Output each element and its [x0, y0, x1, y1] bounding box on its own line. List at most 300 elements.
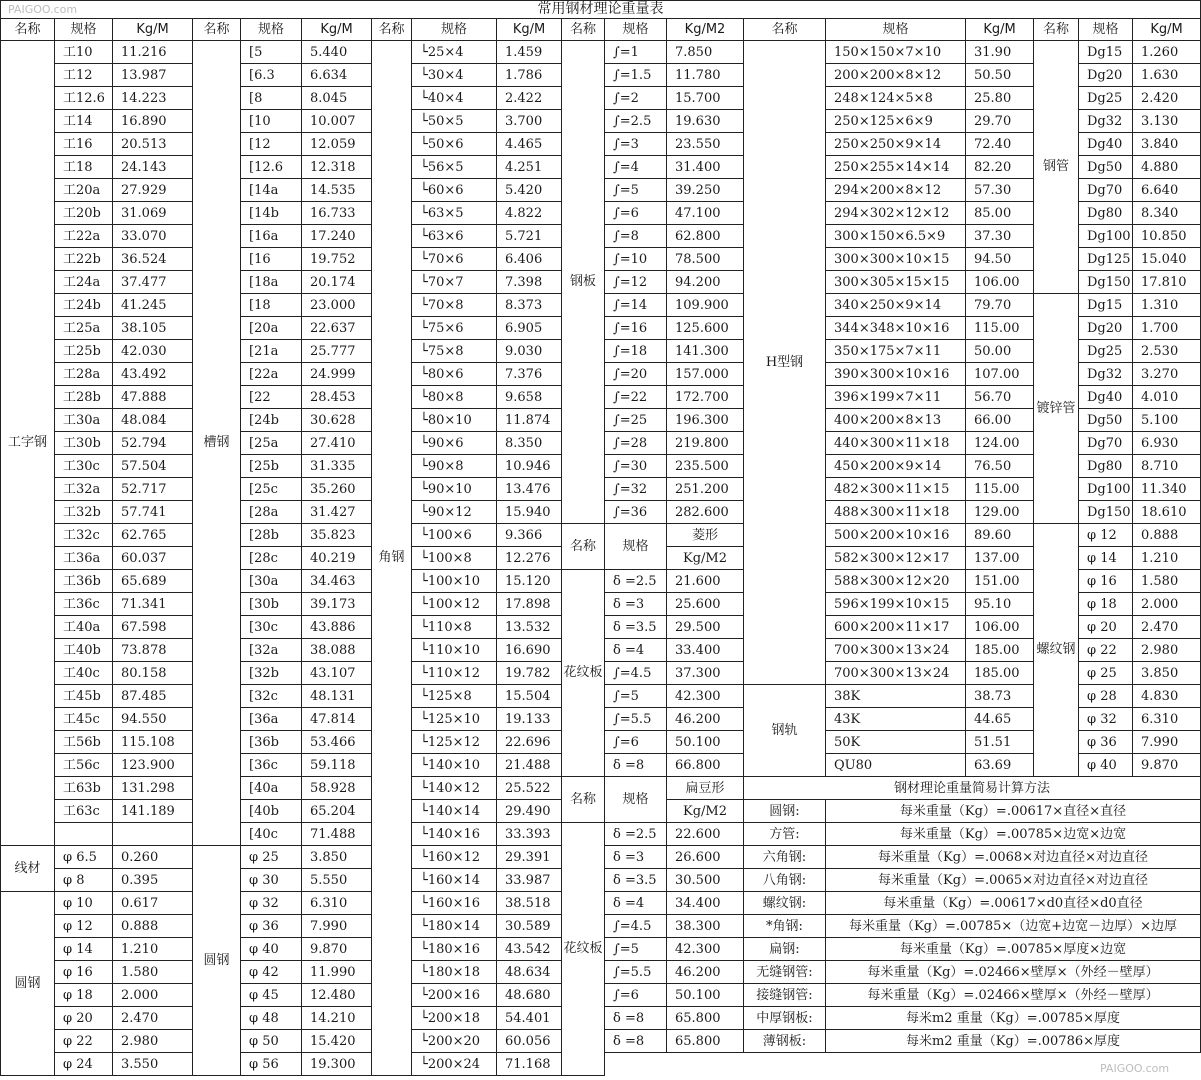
i-beam-weight: 16.890: [113, 110, 193, 133]
checker-plate-weight: 33.400: [667, 639, 744, 662]
h-beam-weight: 25.80: [966, 87, 1034, 110]
round-steel-weight: 14.210: [302, 1007, 372, 1030]
checker-plate-spec: ∫=6: [605, 984, 667, 1007]
i-beam-weight: 41.245: [113, 294, 193, 317]
i-beam-spec: 工22a: [55, 225, 113, 248]
angle-spec: └140×12: [412, 777, 497, 800]
channel-weight: 17.240: [302, 225, 372, 248]
steel-plate-weight: 219.800: [667, 432, 744, 455]
channel-weight: 48.131: [302, 685, 372, 708]
angle-weight: 15.940: [497, 501, 562, 524]
steel-pipe-spec: Dg50: [1079, 156, 1133, 179]
column-header-spec: 规格: [1079, 19, 1133, 41]
channel-spec: [30c: [241, 616, 302, 639]
rebar-spec: φ 25: [1079, 662, 1133, 685]
steel-plate-weight: 31.400: [667, 156, 744, 179]
checker-plate-weight: 22.600: [667, 823, 744, 846]
i-beam-spec: 工40b: [55, 639, 113, 662]
steel-pipe-weight: 17.810: [1133, 271, 1201, 294]
h-beam-weight: 31.90: [966, 41, 1034, 64]
steel-plate-spec: ∫=1.5: [605, 64, 667, 87]
galvanized-pipe-spec: Dg50: [1079, 409, 1133, 432]
rebar-weight: 6.310: [1133, 708, 1201, 731]
channel-weight: 53.466: [302, 731, 372, 754]
angle-weight: 3.700: [497, 110, 562, 133]
channel-weight: 65.204: [302, 800, 372, 823]
channel-spec: [12: [241, 133, 302, 156]
i-beam-weight: 13.987: [113, 64, 193, 87]
round-steel-spec: φ 10: [55, 892, 113, 915]
angle-weight: 8.350: [497, 432, 562, 455]
channel-spec: [36c: [241, 754, 302, 777]
rebar-spec: φ 22: [1079, 639, 1133, 662]
checker-plate-spec: δ =3.5: [605, 616, 667, 639]
angle-spec: └110×8: [412, 616, 497, 639]
angle-spec: └60×6: [412, 179, 497, 202]
i-beam-weight: 141.189: [113, 800, 193, 823]
steel-pipe-spec: Dg15: [1079, 41, 1133, 64]
galvanized-pipe-weight: 1.310: [1133, 294, 1201, 317]
i-beam-spec: 工22b: [55, 248, 113, 271]
i-beam-spec: 工24a: [55, 271, 113, 294]
checker-plate-spec: ∫=4.5: [605, 915, 667, 938]
angle-spec: └125×12: [412, 731, 497, 754]
column-header-name: 名称: [0, 19, 55, 41]
channel-spec: [14b: [241, 202, 302, 225]
i-beam-weight: 94.550: [113, 708, 193, 731]
channel-weight: 16.733: [302, 202, 372, 225]
channel-spec: [36a: [241, 708, 302, 731]
steel-plate-weight: 7.850: [667, 41, 744, 64]
i-beam-weight: 52.717: [113, 478, 193, 501]
checker-plate-weight: 65.800: [667, 1007, 744, 1030]
angle-spec: └40×4: [412, 87, 497, 110]
channel-spec: [16a: [241, 225, 302, 248]
angle-spec: └90×8: [412, 455, 497, 478]
checker-plate-spec: ∫=5.5: [605, 961, 667, 984]
group-name-round-steel-2: 圆钢: [193, 846, 241, 1076]
angle-weight: 1.459: [497, 41, 562, 64]
angle-spec: └160×14: [412, 869, 497, 892]
steel-pipe-weight: 1.260: [1133, 41, 1201, 64]
round-steel-weight: 2.000: [113, 984, 193, 1007]
group-name-channel: 槽钢: [193, 41, 241, 846]
channel-weight: 20.174: [302, 271, 372, 294]
group-name-i-beam: 工字钢: [0, 41, 55, 846]
formula-text: 每米重量（Kg）=.02466×壁厚×（外经－壁厚）: [826, 961, 1201, 984]
round-steel-weight: 12.480: [302, 984, 372, 1007]
i-beam-weight: 31.069: [113, 202, 193, 225]
steel-pipe-weight: 6.640: [1133, 179, 1201, 202]
channel-spec: [30b: [241, 593, 302, 616]
i-beam-weight: 33.070: [113, 225, 193, 248]
i-beam-weight: 80.158: [113, 662, 193, 685]
h-beam-weight: 94.50: [966, 248, 1034, 271]
h-beam-weight: 79.70: [966, 294, 1034, 317]
steel-plate-weight: 125.600: [667, 317, 744, 340]
round-steel-weight: 19.300: [302, 1053, 372, 1076]
angle-weight: 6.406: [497, 248, 562, 271]
steel-plate-weight: 62.800: [667, 225, 744, 248]
angle-spec: └200×16: [412, 984, 497, 1007]
channel-weight: 38.088: [302, 639, 372, 662]
angle-spec: └90×12: [412, 501, 497, 524]
h-beam-spec: 700×300×13×24: [826, 639, 966, 662]
angle-spec: └180×18: [412, 961, 497, 984]
channel-weight: 59.118: [302, 754, 372, 777]
angle-weight: 16.690: [497, 639, 562, 662]
formula-text: 每米重量（Kg）=.00785×边宽×边宽: [826, 823, 1201, 846]
steel-plate-weight: 196.300: [667, 409, 744, 432]
angle-spec: └63×5: [412, 202, 497, 225]
channel-spec: [30a: [241, 570, 302, 593]
i-beam-weight: 57.504: [113, 455, 193, 478]
angle-weight: 21.488: [497, 754, 562, 777]
steel-plate-weight: 19.630: [667, 110, 744, 133]
group-name-galvanized-pipe: 镀锌管: [1034, 294, 1079, 524]
i-beam-weight: 37.477: [113, 271, 193, 294]
i-beam-spec: 工30c: [55, 455, 113, 478]
channel-weight: 40.219: [302, 547, 372, 570]
checker-plate-spec: δ =4: [605, 892, 667, 915]
column-header-name: 名称: [372, 19, 412, 41]
i-beam-weight: 57.741: [113, 501, 193, 524]
i-beam-spec: 工12.6: [55, 87, 113, 110]
h-beam-weight: 50.00: [966, 340, 1034, 363]
h-beam-weight: 124.00: [966, 432, 1034, 455]
channel-spec: [18a: [241, 271, 302, 294]
i-beam-spec: 工63b: [55, 777, 113, 800]
channel-spec: [16: [241, 248, 302, 271]
checker-plate-spec: δ =2.5: [605, 570, 667, 593]
angle-spec: └110×10: [412, 639, 497, 662]
wire-weight: 0.395: [113, 869, 193, 892]
h-beam-spec: 150×150×7×10: [826, 41, 966, 64]
channel-weight: 35.823: [302, 524, 372, 547]
round-steel-spec: φ 42: [241, 961, 302, 984]
i-beam-weight: 87.485: [113, 685, 193, 708]
formula-label: 八角钢:: [744, 869, 826, 892]
formula-text: 每米重量（Kg）=.00617×直径×直径: [826, 800, 1201, 823]
steel-plate-weight: 94.200: [667, 271, 744, 294]
h-beam-weight: 72.40: [966, 133, 1034, 156]
checker-plate-weight: 50.100: [667, 984, 744, 1007]
galvanized-pipe-spec: Dg20: [1079, 317, 1133, 340]
wire-spec: φ 8: [55, 869, 113, 892]
h-beam-weight: 107.00: [966, 363, 1034, 386]
angle-weight: 17.898: [497, 593, 562, 616]
steel-plate-spec: ∫=2: [605, 87, 667, 110]
checker-plate-weight: 38.300: [667, 915, 744, 938]
channel-weight: 22.637: [302, 317, 372, 340]
steel-plate-spec: ∫=20: [605, 363, 667, 386]
checker-plate-spec: δ =4: [605, 639, 667, 662]
h-beam-weight: 106.00: [966, 616, 1034, 639]
h-beam-weight: 66.00: [966, 409, 1034, 432]
angle-weight: 22.696: [497, 731, 562, 754]
i-beam-spec: 工14: [55, 110, 113, 133]
angle-spec: └75×8: [412, 340, 497, 363]
angle-spec: └110×12: [412, 662, 497, 685]
formula-text: 每米重量（Kg）=.00785×（边宽+边宽－边厚）×边厚: [826, 915, 1201, 938]
angle-spec: └80×8: [412, 386, 497, 409]
i-beam-spec: 工10: [55, 41, 113, 64]
checker-header-name-2: 名称: [562, 777, 605, 823]
h-beam-weight: 89.60: [966, 524, 1034, 547]
h-beam-weight: 151.00: [966, 570, 1034, 593]
angle-spec: └125×10: [412, 708, 497, 731]
i-beam-weight: 38.105: [113, 317, 193, 340]
column-header-spec: 规格: [412, 19, 497, 41]
steel-plate-spec: ∫=4: [605, 156, 667, 179]
h-beam-spec: 450×200×9×14: [826, 455, 966, 478]
channel-spec: [10: [241, 110, 302, 133]
column-header-spec: 规格: [826, 19, 966, 41]
group-name-rebar: 螺纹钢: [1034, 524, 1079, 777]
column-header-spec: 规格: [605, 19, 667, 41]
i-beam-weight: [113, 823, 193, 846]
checker-plate-spec: ∫=5: [605, 938, 667, 961]
channel-weight: 47.814: [302, 708, 372, 731]
formula-text: 每米重量（Kg）=.0068×对边直径×对边直径: [826, 846, 1201, 869]
angle-weight: 54.401: [497, 1007, 562, 1030]
channel-weight: 43.107: [302, 662, 372, 685]
angle-weight: 12.276: [497, 547, 562, 570]
i-beam-spec: 工12: [55, 64, 113, 87]
steel-pipe-weight: 2.420: [1133, 87, 1201, 110]
rebar-spec: φ 14: [1079, 547, 1133, 570]
i-beam-weight: 11.216: [113, 41, 193, 64]
group-name-steel-plate: 钢板: [562, 41, 605, 524]
angle-weight: 5.420: [497, 179, 562, 202]
h-beam-weight: 185.00: [966, 639, 1034, 662]
group-name-angle: 角钢: [372, 41, 412, 1076]
i-beam-weight: 65.689: [113, 570, 193, 593]
angle-spec: └70×8: [412, 294, 497, 317]
column-header-name: 名称: [744, 19, 826, 41]
formula-title: 钢材理论重量简易计算方法: [744, 777, 1201, 800]
angle-spec: └200×20: [412, 1030, 497, 1053]
rebar-spec: φ 18: [1079, 593, 1133, 616]
round-steel-weight: 3.850: [302, 846, 372, 869]
angle-weight: 19.782: [497, 662, 562, 685]
angle-weight: 11.874: [497, 409, 562, 432]
h-beam-weight: 137.00: [966, 547, 1034, 570]
channel-spec: [28b: [241, 524, 302, 547]
formula-label: 六角钢:: [744, 846, 826, 869]
h-beam-spec: 300×150×6.5×9: [826, 225, 966, 248]
rebar-spec: φ 28: [1079, 685, 1133, 708]
checker-plate-weight: 30.500: [667, 869, 744, 892]
h-beam-weight: 29.70: [966, 110, 1034, 133]
checker-plate-weight: 50.100: [667, 731, 744, 754]
steel-plate-spec: ∫=12: [605, 271, 667, 294]
checker-header-unit-2: Kg/M2: [667, 800, 744, 823]
i-beam-weight: 62.765: [113, 524, 193, 547]
rail-spec: QU80: [826, 754, 966, 777]
h-beam-spec: 600×200×11×17: [826, 616, 966, 639]
column-header-name: 名称: [562, 19, 605, 41]
checker-plate-weight: 46.200: [667, 961, 744, 984]
i-beam-weight: 52.794: [113, 432, 193, 455]
round-steel-weight: 1.580: [113, 961, 193, 984]
galvanized-pipe-weight: 4.010: [1133, 386, 1201, 409]
channel-spec: [8: [241, 87, 302, 110]
steel-plate-weight: 235.500: [667, 455, 744, 478]
i-beam-spec: 工36a: [55, 547, 113, 570]
channel-weight: 6.634: [302, 64, 372, 87]
watermark: PAIGOO.com: [1100, 1062, 1170, 1075]
angle-spec: └70×6: [412, 248, 497, 271]
rebar-weight: 9.870: [1133, 754, 1201, 777]
h-beam-spec: 396×199×7×11: [826, 386, 966, 409]
angle-weight: 13.476: [497, 478, 562, 501]
channel-weight: 23.000: [302, 294, 372, 317]
channel-weight: 27.410: [302, 432, 372, 455]
channel-spec: [40a: [241, 777, 302, 800]
channel-spec: [25c: [241, 478, 302, 501]
round-steel-spec: φ 32: [241, 892, 302, 915]
column-header-name: 名称: [193, 19, 241, 41]
channel-spec: [5: [241, 41, 302, 64]
angle-weight: 7.398: [497, 271, 562, 294]
channel-spec: [14a: [241, 179, 302, 202]
angle-spec: └90×6: [412, 432, 497, 455]
angle-weight: 7.376: [497, 363, 562, 386]
steel-plate-weight: 172.700: [667, 386, 744, 409]
formula-text: 每米重量（Kg）=.00785×厚度×边宽: [826, 938, 1201, 961]
i-beam-weight: 14.223: [113, 87, 193, 110]
i-beam-spec: 工45c: [55, 708, 113, 731]
h-beam-spec: 250×255×14×14: [826, 156, 966, 179]
channel-spec: [24b: [241, 409, 302, 432]
angle-spec: └100×6: [412, 524, 497, 547]
i-beam-spec: 工25b: [55, 340, 113, 363]
galvanized-pipe-spec: Dg150: [1079, 501, 1133, 524]
checker-plate-spec: δ =8: [605, 1007, 667, 1030]
steel-pipe-spec: Dg125: [1079, 248, 1133, 271]
angle-weight: 15.504: [497, 685, 562, 708]
column-header-kgm: Kg/M: [497, 19, 562, 41]
steel-plate-spec: ∫=18: [605, 340, 667, 363]
steel-plate-spec: ∫=22: [605, 386, 667, 409]
rail-weight: 63.69: [966, 754, 1034, 777]
channel-spec: [40b: [241, 800, 302, 823]
angle-weight: 15.120: [497, 570, 562, 593]
steel-plate-spec: ∫=32: [605, 478, 667, 501]
angle-weight: 4.251: [497, 156, 562, 179]
formula-label: 螺纹钢:: [744, 892, 826, 915]
checker-header-spec: 规格: [605, 524, 667, 570]
i-beam-weight: 36.524: [113, 248, 193, 271]
rebar-weight: 7.990: [1133, 731, 1201, 754]
rebar-spec: φ 12: [1079, 524, 1133, 547]
checker-plate-weight: 34.400: [667, 892, 744, 915]
round-steel-spec: φ 22: [55, 1030, 113, 1053]
rail-spec: 50K: [826, 731, 966, 754]
steel-pipe-weight: 3.130: [1133, 110, 1201, 133]
i-beam-spec: 工40c: [55, 662, 113, 685]
i-beam-spec: 工20a: [55, 179, 113, 202]
column-header-kgm: Kg/M: [966, 19, 1034, 41]
rebar-spec: φ 32: [1079, 708, 1133, 731]
channel-weight: 39.173: [302, 593, 372, 616]
checker-plate-weight: 21.600: [667, 570, 744, 593]
rail-spec: 38K: [826, 685, 966, 708]
wire-weight: 0.260: [113, 846, 193, 869]
checker-plate-spec: δ =2.5: [605, 823, 667, 846]
galvanized-pipe-spec: Dg25: [1079, 340, 1133, 363]
steel-pipe-spec: Dg20: [1079, 64, 1133, 87]
channel-weight: 14.535: [302, 179, 372, 202]
galvanized-pipe-weight: 1.700: [1133, 317, 1201, 340]
channel-weight: 43.886: [302, 616, 372, 639]
i-beam-weight: 48.084: [113, 409, 193, 432]
channel-weight: 34.463: [302, 570, 372, 593]
round-steel-weight: 9.870: [302, 938, 372, 961]
round-steel-spec: φ 50: [241, 1030, 302, 1053]
checker-plate-spec: δ =3: [605, 593, 667, 616]
h-beam-weight: 56.70: [966, 386, 1034, 409]
angle-spec: └200×24: [412, 1053, 497, 1076]
column-header-kgm: Kg/M: [302, 19, 372, 41]
steel-pipe-weight: 3.840: [1133, 133, 1201, 156]
angle-spec: └180×14: [412, 915, 497, 938]
h-beam-spec: 390×300×10×16: [826, 363, 966, 386]
i-beam-spec: 工36c: [55, 593, 113, 616]
round-steel-spec: φ 48: [241, 1007, 302, 1030]
angle-weight: 60.056: [497, 1030, 562, 1053]
channel-weight: 35.260: [302, 478, 372, 501]
channel-spec: [28a: [241, 501, 302, 524]
round-steel-spec: φ 45: [241, 984, 302, 1007]
formula-text: 每米重量（Kg）=.02466×壁厚×（外经－壁厚）: [826, 984, 1201, 1007]
group-name-steel-pipe: 钢管: [1034, 41, 1079, 294]
h-beam-spec: 588×300×12×20: [826, 570, 966, 593]
h-beam-spec: 488×300×11×18: [826, 501, 966, 524]
steel-plate-weight: 47.100: [667, 202, 744, 225]
i-beam-weight: 27.929: [113, 179, 193, 202]
galvanized-pipe-spec: Dg32: [1079, 363, 1133, 386]
group-name-round-steel: 圆钢: [0, 892, 55, 1076]
channel-spec: [22: [241, 386, 302, 409]
checker-plate-weight: 42.300: [667, 938, 744, 961]
round-steel-spec: φ 56: [241, 1053, 302, 1076]
round-steel-spec: φ 36: [241, 915, 302, 938]
steel-plate-weight: 157.000: [667, 363, 744, 386]
column-header-kgm: Kg/M: [113, 19, 193, 41]
h-beam-weight: 50.50: [966, 64, 1034, 87]
rail-spec: 43K: [826, 708, 966, 731]
angle-weight: 48.634: [497, 961, 562, 984]
rebar-weight: 2.000: [1133, 593, 1201, 616]
rail-weight: 51.51: [966, 731, 1034, 754]
h-beam-spec: 500×200×10×16: [826, 524, 966, 547]
column-header-name: 名称: [1034, 19, 1079, 41]
group-name-rail: 钢轨: [744, 685, 826, 777]
column-header-kgm2: Kg/M2: [667, 19, 744, 41]
i-beam-weight: 20.513: [113, 133, 193, 156]
watermark: PAIGOO.com: [8, 3, 78, 16]
steel-plate-spec: ∫=1: [605, 41, 667, 64]
table-title: 常用钢材理论重量表: [0, 0, 1201, 19]
round-steel-spec: φ 25: [241, 846, 302, 869]
angle-spec: └80×6: [412, 363, 497, 386]
formula-text: 每米m2 重量（Kg）=.00785×厚度: [826, 1007, 1201, 1030]
angle-weight: 71.168: [497, 1053, 562, 1076]
h-beam-spec: 344×348×10×16: [826, 317, 966, 340]
round-steel-weight: 11.990: [302, 961, 372, 984]
